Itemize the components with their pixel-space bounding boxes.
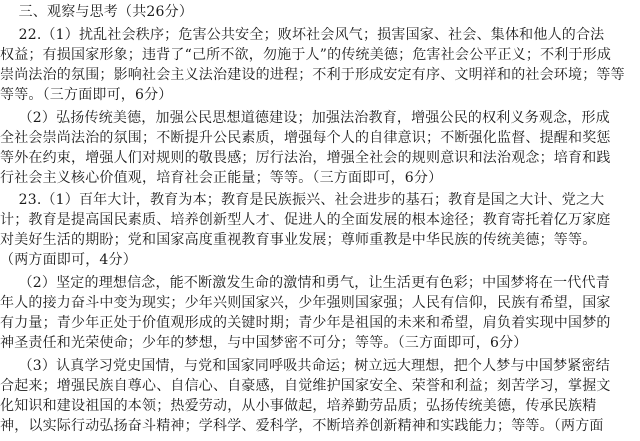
text-line-q22-2-c: 等外在约束，增强人们对规则的敬畏感；厉行法治，增强全社会的规则意识和法治观念；培育和践 bbox=[0, 150, 611, 166]
text-line-q23-1-b: 计；教育是提高国民素质、培养创新型人才、促进人的全面发展的根本途径；教育寄托着亿万家庭 bbox=[0, 212, 611, 228]
text-line-q22-2-b: 全社会崇尚法治的氛围；不断提升公民素质，增强每个人的自律意识；不断强化监督、提醒和奖惩 bbox=[0, 130, 611, 146]
text-line-q23-2-c: 有力量；青少年正处于价值观形成的关键时期；青少年是祖国的未来和希望，肩负着实现中国梦的 bbox=[0, 315, 611, 331]
text-line-q23-3-a: （3）认真学习党史国情，与党和国家同呼吸共命运；树立远大理想，把个人梦与中国梦紧密结 bbox=[0, 358, 610, 374]
text-line-q23-1-d: （两方面即可，4分） bbox=[0, 252, 137, 268]
text-line-q22-1-d: 等等。（三方面即可，6分） bbox=[0, 87, 173, 103]
section-heading: 三、观察与思考（共26分） bbox=[0, 4, 194, 20]
text-line-q23-3-c: 化知识和建设祖国的本领；热爱劳动，从小事做起，培养勤劳品质；弘扬传统美德，传承民族精 bbox=[0, 398, 597, 414]
text-line-q23-1-a: 23.（1）百年大计，教育为本；教育是民族振兴、社会进步的基石；教育是国之大计、党之大 bbox=[0, 192, 605, 208]
text-line-q23-2-d: 神圣责任和光荣使命；少年的梦想，与中国梦密不可分；等等。（三方面即可，6分） bbox=[0, 335, 528, 351]
text-line-q22-2-a: （2）弘扬传统美德，加强公民思想道德建设；加强法治教育，增强公民的权利义务观念，形成 bbox=[0, 110, 610, 126]
text-line-q23-2-b: 年人的接力奋斗中变为现实；少年兴则国家兴，少年强则国家强；人民有信仰，民族有希望，国家 bbox=[0, 295, 611, 311]
text-line-q22-2-d: 行社会主义核心价值观，培育社会正能量；等等。（三方面即可，6分） bbox=[0, 170, 443, 186]
text-line-q22-1-b: 权益；有损国家形象；违背了“己所不欲，勿施于人”的传统美德；危害社会公平正义；不利于形成 bbox=[0, 47, 612, 63]
text-line-q23-3-d: 神，以实际行动弘扬奋斗精神；学科学、爱科学，不断培养创新精神和实践能力；等等。（两方面 bbox=[0, 418, 604, 434]
text-line-q23-1-c: 对美好生活的期盼；党和国家高度重视教育事业发展；尊师重教是中华民族的传统美德；等等。 bbox=[0, 232, 597, 248]
text-line-q23-2-a: （2）坚定的理想信念，能不断激发生命的激情和勇气，让生活更有色彩；中国梦将在一代代青 bbox=[0, 275, 610, 291]
text-line-q23-3-b: 合起来；增强民族自尊心、自信心、自豪感，自觉维护国家安全、荣誉和利益；刻苦学习，掌握文 bbox=[0, 378, 611, 394]
text-line-q22-1-c: 崇尚法治的氛围；影响社会主义法治建设的进程；不利于形成安定有序、文明祥和的社会环境；等等 bbox=[0, 67, 625, 83]
text-line-q22-1-a: 22.（1）扰乱社会秩序；危害公共安全；败坏社会风气；损害国家、社会、集体和他人的合法 bbox=[0, 27, 605, 43]
